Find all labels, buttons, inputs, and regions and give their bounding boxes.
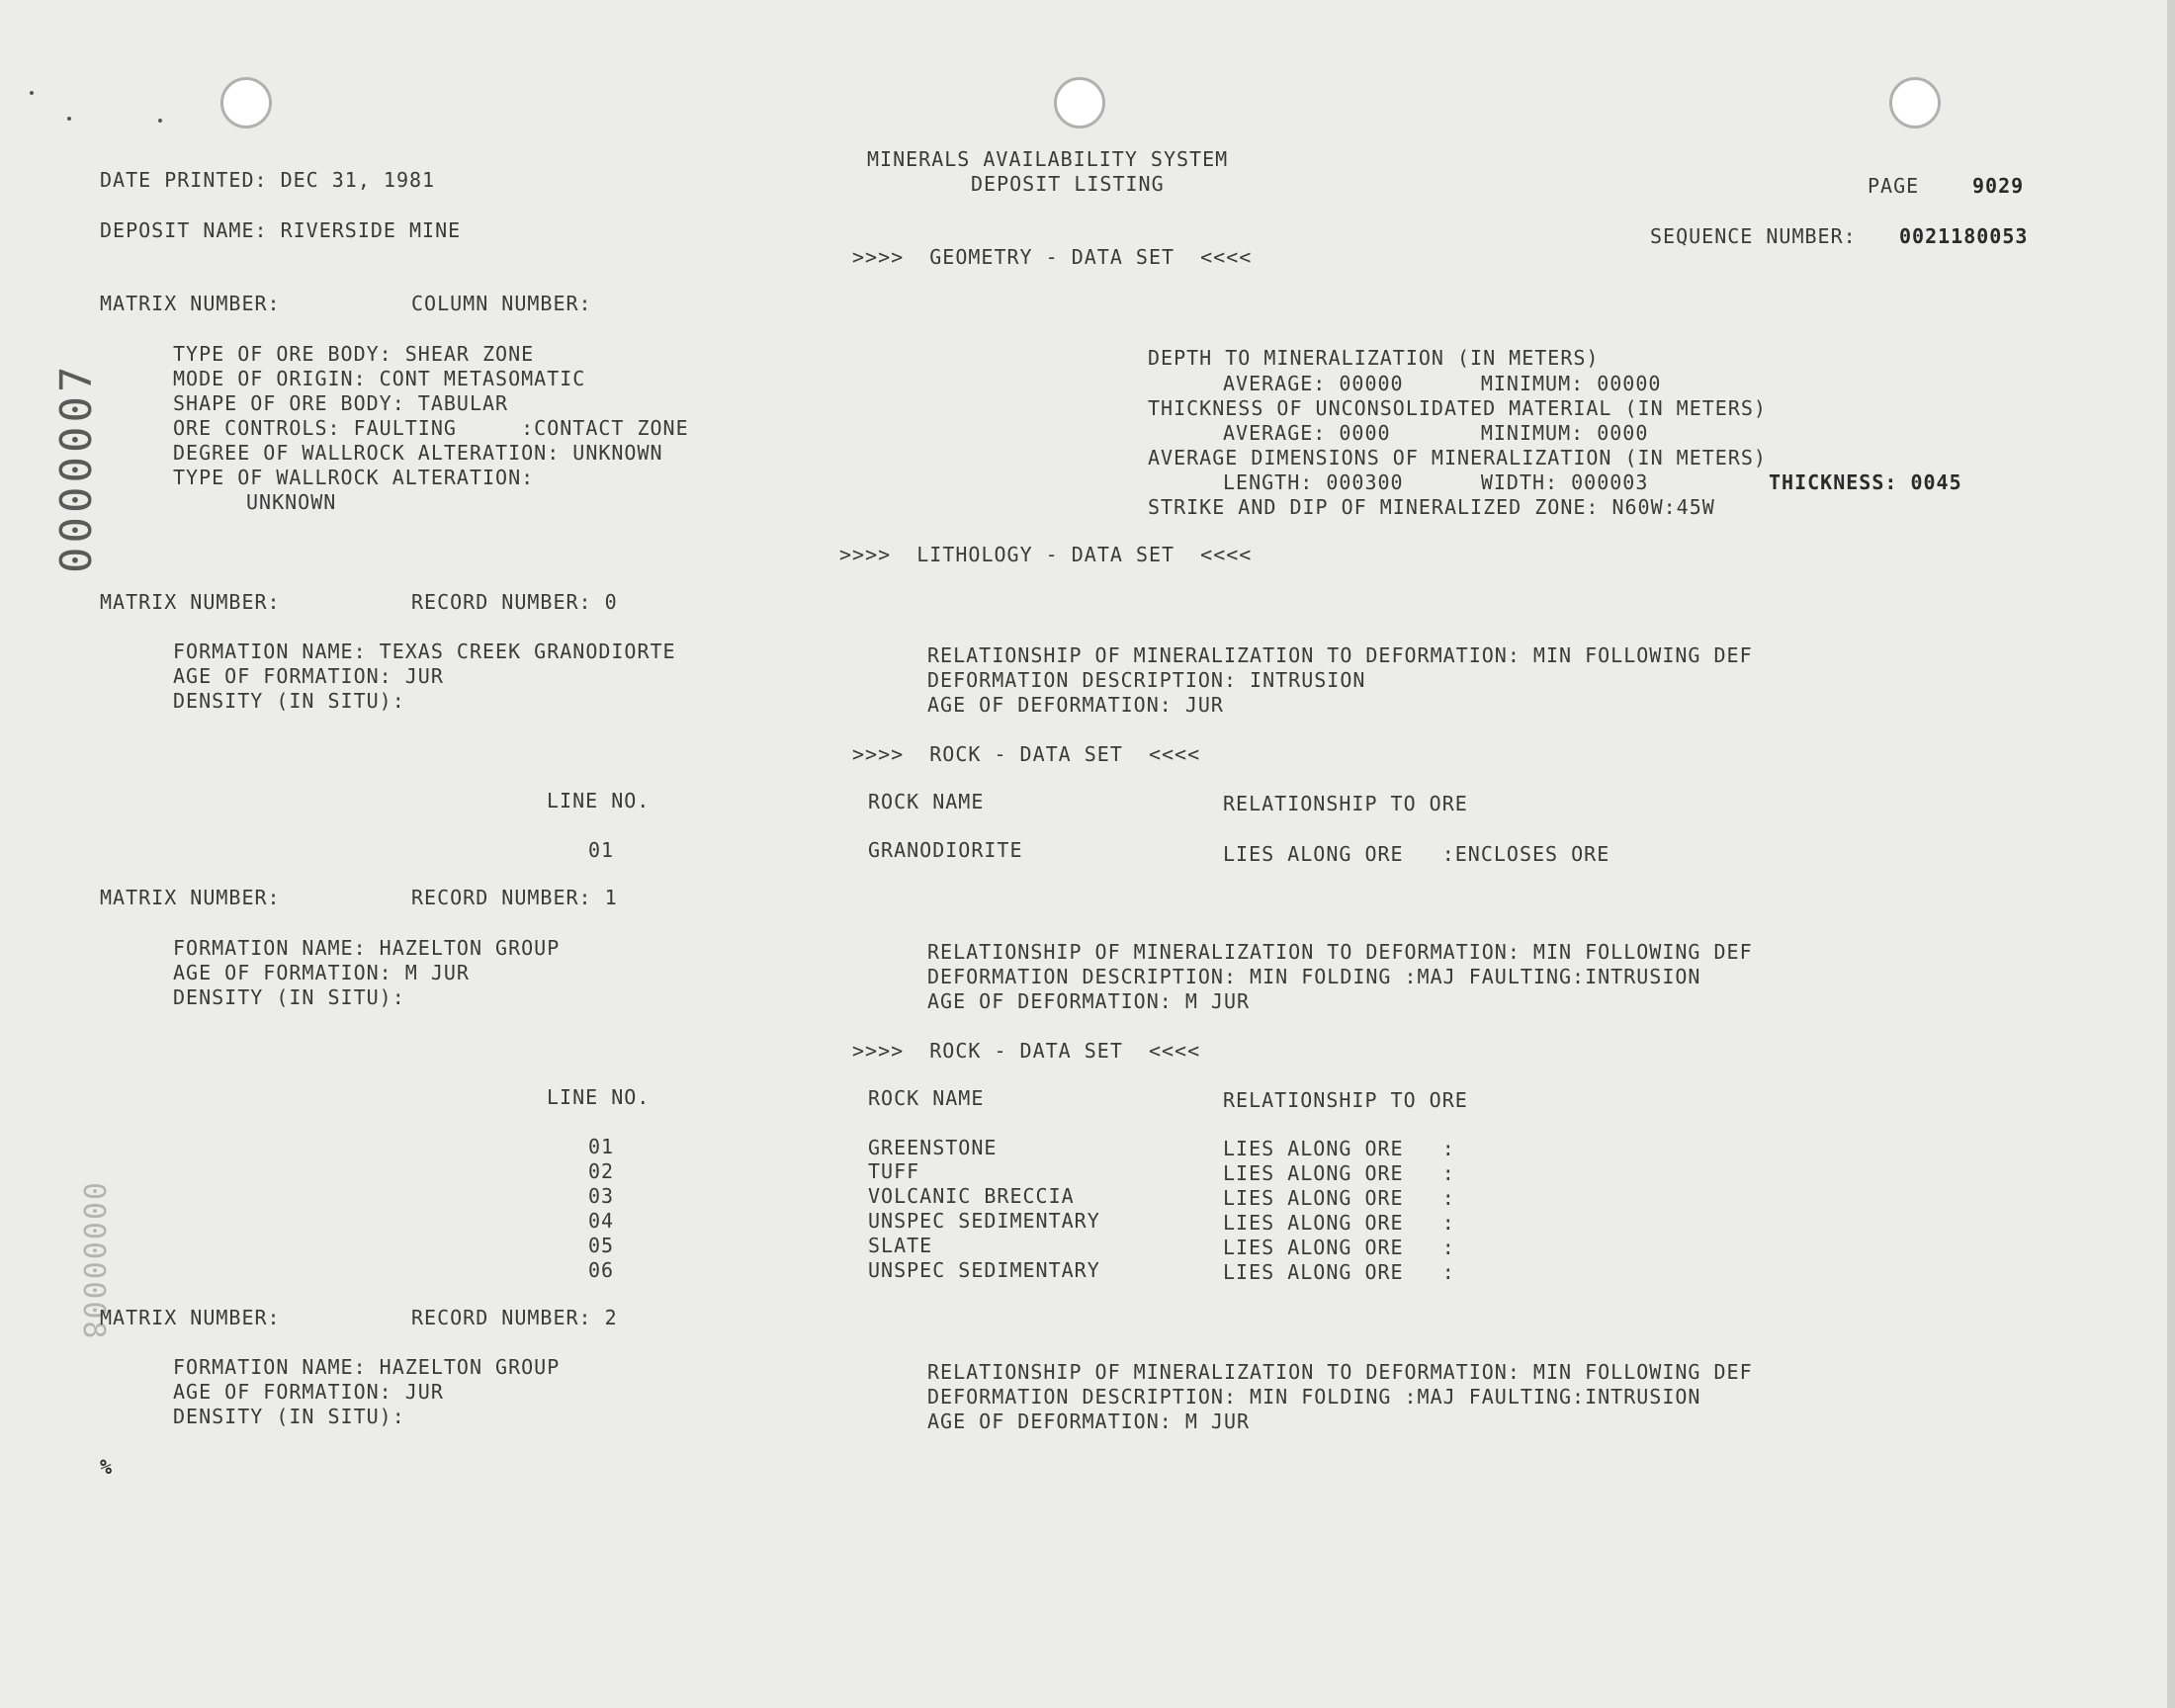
record-0-matrix-label: MATRIX NUMBER:	[100, 590, 281, 614]
ink-speck	[158, 119, 162, 123]
strike-dip: STRIKE AND DIP OF MINERALIZED ZONE: N60W:45W	[1148, 495, 1715, 519]
record-2-density: DENSITY (IN SITU):	[173, 1405, 405, 1428]
ore-controls: ORE CONTROLS: FAULTING :CONTACT ZONE	[173, 416, 689, 440]
record-2-age-of-formation: AGE OF FORMATION: JUR	[173, 1380, 444, 1404]
rock-line: 04	[588, 1209, 615, 1233]
type-of-ore-body: TYPE OF ORE BODY: SHEAR ZONE	[173, 342, 535, 366]
rock-relationship: LIES ALONG ORE :	[1223, 1211, 1455, 1235]
rock-relationship: LIES ALONG ORE :ENCLOSES ORE	[1223, 842, 1610, 866]
record-1-matrix-label: MATRIX NUMBER:	[100, 886, 281, 909]
punch-hole-right	[1889, 77, 1941, 128]
geometry-heading: >>>> GEOMETRY - DATA SET <<<<	[852, 245, 1253, 269]
record-1-deformation-description: DEFORMATION DESCRIPTION: MIN FOLDING :MAJ FAULTING:INTRUSION	[927, 965, 1701, 988]
rock-relationship: LIES ALONG ORE :	[1223, 1236, 1455, 1259]
record-2-matrix-label: MATRIX NUMBER:	[100, 1306, 281, 1329]
record-1-col-relationship: RELATIONSHIP TO ORE	[1223, 1088, 1468, 1112]
record-0-record-label: RECORD NUMBER: 0	[411, 590, 618, 614]
record-0-relationship: RELATIONSHIP OF MINERALIZATION TO DEFORMATION: MIN FOLLOWING DEF	[927, 643, 1753, 667]
record-0-col-line: LINE NO.	[547, 789, 651, 812]
lithology-heading: >>>> LITHOLOGY - DATA SET <<<<	[839, 543, 1253, 566]
sequence-number: 0021180053	[1899, 224, 2029, 248]
rock-line: 01	[588, 1135, 615, 1158]
record-0-deformation-description: DEFORMATION DESCRIPTION: INTRUSION	[927, 668, 1366, 692]
date-printed: DATE PRINTED: DEC 31, 1981	[100, 168, 436, 192]
rock-name: TUFF	[868, 1159, 920, 1183]
record-2-relationship: RELATIONSHIP OF MINERALIZATION TO DEFORMATION: MIN FOLLOWING DEF	[927, 1360, 1753, 1384]
rock-line: 02	[588, 1159, 615, 1183]
thickness-values: AVERAGE: 0000 MINIMUM: 0000	[1223, 421, 1649, 445]
sequence-label: SEQUENCE NUMBER:	[1650, 224, 1857, 248]
record-0-col-relationship: RELATIONSHIP TO ORE	[1223, 792, 1468, 815]
dimensions-title: AVERAGE DIMENSIONS OF MINERALIZATION (IN METERS)	[1148, 446, 1767, 470]
rock-name: UNSPEC SEDIMENTARY	[868, 1258, 1100, 1282]
punch-hole-left	[220, 77, 272, 128]
record-1-rock-heading: >>>> ROCK - DATA SET <<<<	[852, 1039, 1201, 1063]
record-0-col-rock: ROCK NAME	[868, 790, 985, 813]
record-0-age-of-formation: AGE OF FORMATION: JUR	[173, 664, 444, 688]
record-0-rock-heading: >>>> ROCK - DATA SET <<<<	[852, 742, 1201, 766]
depth-title: DEPTH TO MINERALIZATION (IN METERS)	[1148, 346, 1600, 370]
rock-line: 03	[588, 1184, 615, 1208]
ink-speck	[67, 117, 71, 121]
shape-of-ore-body: SHAPE OF ORE BODY: TABULAR	[173, 391, 509, 415]
depth-values: AVERAGE: 00000 MINIMUM: 00000	[1223, 372, 1662, 395]
footer-mark: %	[100, 1455, 114, 1479]
record-1-age-of-deformation: AGE OF DEFORMATION: M JUR	[927, 989, 1251, 1013]
wallrock-type: TYPE OF WALLROCK ALTERATION:	[173, 466, 535, 489]
record-1-density: DENSITY (IN SITU):	[173, 985, 405, 1009]
rock-line: 01	[588, 838, 615, 862]
record-1-formation-name: FORMATION NAME: HAZELTON GROUP	[173, 936, 561, 960]
rock-relationship: LIES ALONG ORE :	[1223, 1137, 1455, 1160]
wallrock-type-value: UNKNOWN	[246, 490, 337, 514]
wallrock-degree: DEGREE OF WALLROCK ALTERATION: UNKNOWN	[173, 441, 663, 465]
record-0-formation-name: FORMATION NAME: TEXAS CREEK GRANODIORTE	[173, 640, 676, 663]
rock-relationship: LIES ALONG ORE :	[1223, 1186, 1455, 1210]
rock-name: UNSPEC SEDIMENTARY	[868, 1209, 1100, 1233]
mode-of-origin: MODE OF ORIGIN: CONT METASOMATIC	[173, 367, 586, 390]
record-1-record-label: RECORD NUMBER: 1	[411, 886, 618, 909]
punch-hole-center	[1054, 77, 1105, 128]
geometry-matrix-label: MATRIX NUMBER:	[100, 292, 281, 315]
rock-name: VOLCANIC BRECCIA	[868, 1184, 1075, 1208]
record-0-age-of-deformation: AGE OF DEFORMATION: JUR	[927, 693, 1224, 717]
record-1-relationship: RELATIONSHIP OF MINERALIZATION TO DEFORMATION: MIN FOLLOWING DEF	[927, 940, 1753, 964]
rock-name: SLATE	[868, 1234, 933, 1257]
rock-name: GRANODIORITE	[868, 838, 1023, 862]
ink-speck	[30, 91, 34, 95]
rock-relationship: LIES ALONG ORE :	[1223, 1260, 1455, 1284]
rock-name: GREENSTONE	[868, 1136, 998, 1159]
record-0-density: DENSITY (IN SITU):	[173, 689, 405, 713]
deposit-name: DEPOSIT NAME: RIVERSIDE MINE	[100, 218, 462, 242]
listing-title: DEPOSIT LISTING	[971, 172, 1165, 196]
page-label: PAGE	[1868, 174, 1920, 198]
record-2-age-of-deformation: AGE OF DEFORMATION: M JUR	[927, 1409, 1251, 1433]
page-number: 9029	[1972, 174, 2025, 198]
rock-line: 06	[588, 1258, 615, 1282]
geometry-column-label: COLUMN NUMBER:	[411, 292, 592, 315]
margin-code: 0000007	[51, 362, 102, 573]
record-2-deformation-description: DEFORMATION DESCRIPTION: MIN FOLDING :MAJ FAULTING:INTRUSION	[927, 1385, 1701, 1409]
record-2-record-label: RECORD NUMBER: 2	[411, 1306, 618, 1329]
record-1-col-rock: ROCK NAME	[868, 1086, 985, 1110]
system-title: MINERALS AVAILABILITY SYSTEM	[867, 147, 1229, 171]
dimensions-thickness: THICKNESS: 0045	[1769, 470, 1962, 494]
rock-line: 05	[588, 1234, 615, 1257]
thickness-title: THICKNESS OF UNCONSOLIDATED MATERIAL (IN METERS)	[1148, 396, 1767, 420]
record-2-formation-name: FORMATION NAME: HAZELTON GROUP	[173, 1355, 561, 1379]
record-1-col-line: LINE NO.	[547, 1085, 651, 1109]
dimensions-values: LENGTH: 000300 WIDTH: 000003	[1223, 470, 1649, 494]
rock-relationship: LIES ALONG ORE :	[1223, 1161, 1455, 1185]
record-1-age-of-formation: AGE OF FORMATION: M JUR	[173, 961, 470, 984]
margin-faint-code: 00000008	[76, 1182, 111, 1341]
